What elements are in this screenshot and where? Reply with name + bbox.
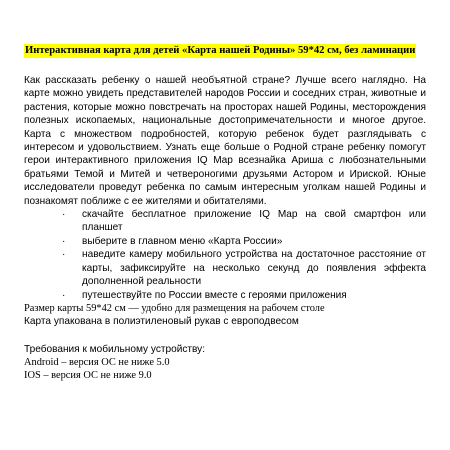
bullet-icon: ·	[62, 209, 66, 221]
ios-requirement: IOS – версия ОС не ниже 9.0	[24, 370, 152, 382]
intro-paragraph: Как рассказать ребенку о нашей необъятной стране? Лучше всего наглядно. На карте можно увидеть представителей народов России и соседних стран, животные и растения, которые можно повстречать на просторах нашей Родины, месторождения полезных ископаемых, национальные достопримечательности и многое другое. Карта с множеством подробностей, которую ребенок будет разглядывать с интересом и удовольствием. Узнать еще больше о Родной стране ребенку помогут герои интерактивного приложения IQ Map всезнайка Ариша с любознательными братьями Темой и Митей и четвероногими друзьями Астором и Ириской. Юные исследователи проведут ребенка по самым интересным уголкам нашей Родины и познакомят поближе с ее жителями и обитателями.	[24, 75, 426, 207]
product-title: Интерактивная карта для детей «Карта нашей Родины» 59*42 см, без ламинации	[25, 45, 416, 56]
bullet-icon: ·	[62, 289, 66, 301]
packaging-info: Карта упакована в полиэтиленовый рукав с европодвесом	[24, 316, 299, 328]
list-item	[24, 235, 426, 248]
instruction-list	[24, 208, 426, 302]
product-description	[24, 40, 426, 382]
list-item-text: наведите камеру мобильного устройства на достаточное расстояние от карты, зафиксируйте на несколько секунд до появления эффекта дополненной реальности	[82, 249, 426, 288]
bullet-icon: ·	[62, 235, 66, 247]
list-item-text: выберите в главном меню «Карта России»	[82, 235, 283, 247]
size-info: Размер карты 59*42 см — удобно для размещения на рабочем столе	[24, 302, 325, 314]
bullet-icon: ·	[62, 249, 66, 261]
title-row	[24, 40, 426, 58]
requirements-section	[24, 343, 426, 383]
list-item-text: скачайте бесплатное приложение IQ Map на свой смартфон или планшет	[82, 209, 426, 234]
list-item	[24, 208, 426, 235]
list-item	[24, 248, 426, 288]
list-item	[24, 289, 426, 302]
list-item-text: путешествуйте по России вместе с героями приложения	[82, 289, 347, 301]
android-requirement: Android – версия ОС не ниже 5.0	[24, 356, 170, 368]
requirements-heading: Требования к мобильному устройству:	[24, 343, 206, 355]
